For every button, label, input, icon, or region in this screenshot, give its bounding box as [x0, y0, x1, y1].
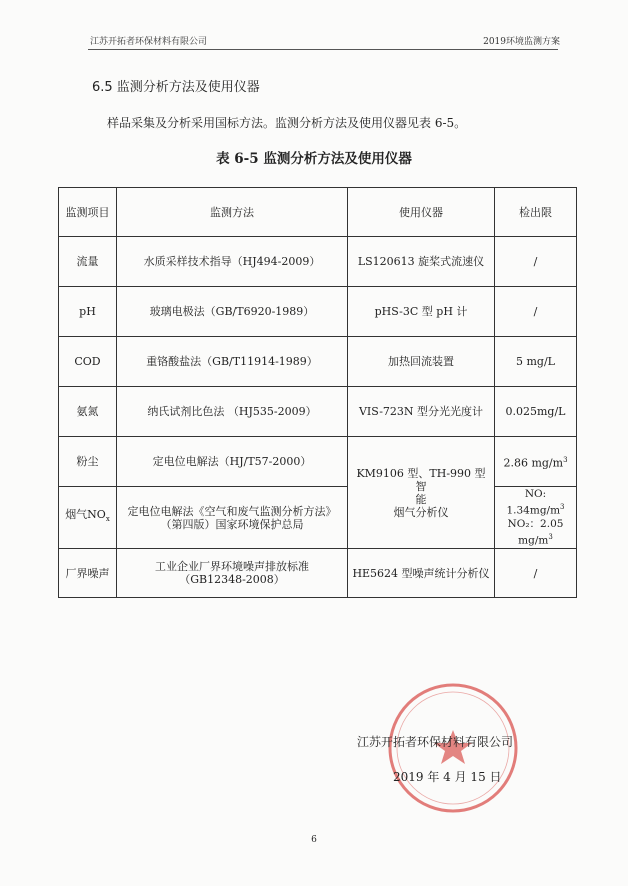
limit-line — [498, 488, 573, 518]
instrument-cell: LS120613 旋桨式流速仪 — [348, 237, 495, 287]
limit-text: NO: 1.34mg/m — [506, 488, 561, 517]
method-cell: 重铬酸盐法（GB/T11914-1989） — [117, 337, 348, 387]
method-cell: 玻璃电极法（GB/T6920-1989） — [117, 287, 348, 337]
limit-cell — [495, 437, 577, 487]
limit-superscript: 3 — [548, 532, 553, 541]
table-row — [59, 337, 577, 387]
instrument-line: 能 — [415, 492, 427, 506]
intro-paragraph: 样品采集及分析采用国标方法。监测分析方法及使用仪器见表 6-5。 — [107, 116, 467, 130]
item-cell: pH — [59, 287, 117, 337]
header-doc-title: 2019环境监测方案 — [483, 37, 560, 47]
table-row — [59, 237, 577, 287]
header-cell: 使用仪器 — [348, 188, 495, 237]
table-caption: 表 6-5 监测分析方法及使用仪器 — [216, 151, 412, 167]
limit-cell: 5 mg/L — [495, 337, 577, 387]
method-line: 工业企业厂界环境噪声排放标准 — [155, 560, 309, 573]
item-cell: 粉尘 — [59, 437, 117, 487]
limit-cell: / — [495, 549, 577, 598]
section-title: 6.5 监测分析方法及使用仪器 — [92, 80, 260, 95]
header-divider — [88, 49, 558, 50]
header-cell: 监测项目 — [59, 188, 117, 237]
table-row — [59, 549, 577, 598]
method-line: （GB12348-2008） — [179, 573, 285, 586]
item-cell: COD — [59, 337, 117, 387]
limit-line — [498, 531, 573, 548]
item-cell — [59, 487, 117, 549]
limit-cell — [495, 487, 577, 549]
header-cell: 检出限 — [495, 188, 577, 237]
method-cell: 水质采样技术指导（HJ494-2009） — [117, 237, 348, 287]
table-row — [59, 487, 577, 549]
instrument-line: KM9106 型、TH-990 型智 — [356, 466, 486, 493]
page-number: 6 — [311, 835, 317, 845]
item-text: 烟气NO — [65, 508, 106, 522]
methods-table — [58, 187, 577, 598]
item-cell: 流量 — [59, 237, 117, 287]
header-company: 江苏开拓者环保材料有限公司 — [90, 37, 208, 47]
footer-company: 江苏开拓者环保材料有限公司 — [357, 735, 514, 749]
instrument-line: 烟气分析仪 — [393, 505, 449, 519]
method-cell: 纳氏试剂比色法 （HJ535-2009） — [117, 387, 348, 437]
limit-cell: 0.025mg/L — [495, 387, 577, 437]
table-row — [59, 287, 577, 337]
instrument-cell: 加热回流装置 — [348, 337, 495, 387]
item-subscript: x — [105, 515, 110, 524]
method-cell: 定电位电解法（HJ/T57-2000） — [117, 437, 348, 487]
merged-instrument-cell — [348, 437, 495, 549]
limit-cell: / — [495, 237, 577, 287]
instrument-cell: pHS-3C 型 pH 计 — [348, 287, 495, 337]
instrument-cell: HE5624 型噪声统计分析仪 — [348, 549, 495, 598]
method-line: （第四版）国家环境保护总局 — [160, 517, 304, 531]
limit-text: mg/m — [518, 534, 549, 546]
limit-text: 2.86 mg/m — [503, 456, 564, 470]
table-row — [59, 387, 577, 437]
table-row — [59, 437, 577, 487]
method-line: 定电位电解法《空气和废气监测分析方法》 — [127, 504, 337, 518]
item-cell: 厂界噪声 — [59, 549, 117, 598]
header-cell: 监测方法 — [117, 188, 348, 237]
method-cell — [117, 549, 348, 598]
footer-date: 2019 年 4 月 15 日 — [393, 770, 502, 784]
limit-line: NO₂：2.05 — [507, 517, 564, 530]
limit-superscript: 3 — [560, 503, 565, 511]
limit-superscript: 3 — [563, 455, 568, 464]
method-cell — [117, 487, 348, 549]
limit-cell: / — [495, 287, 577, 337]
table-header-row — [59, 188, 577, 237]
instrument-cell: VIS-723N 型分光光度计 — [348, 387, 495, 437]
item-cell: 氨氮 — [59, 387, 117, 437]
